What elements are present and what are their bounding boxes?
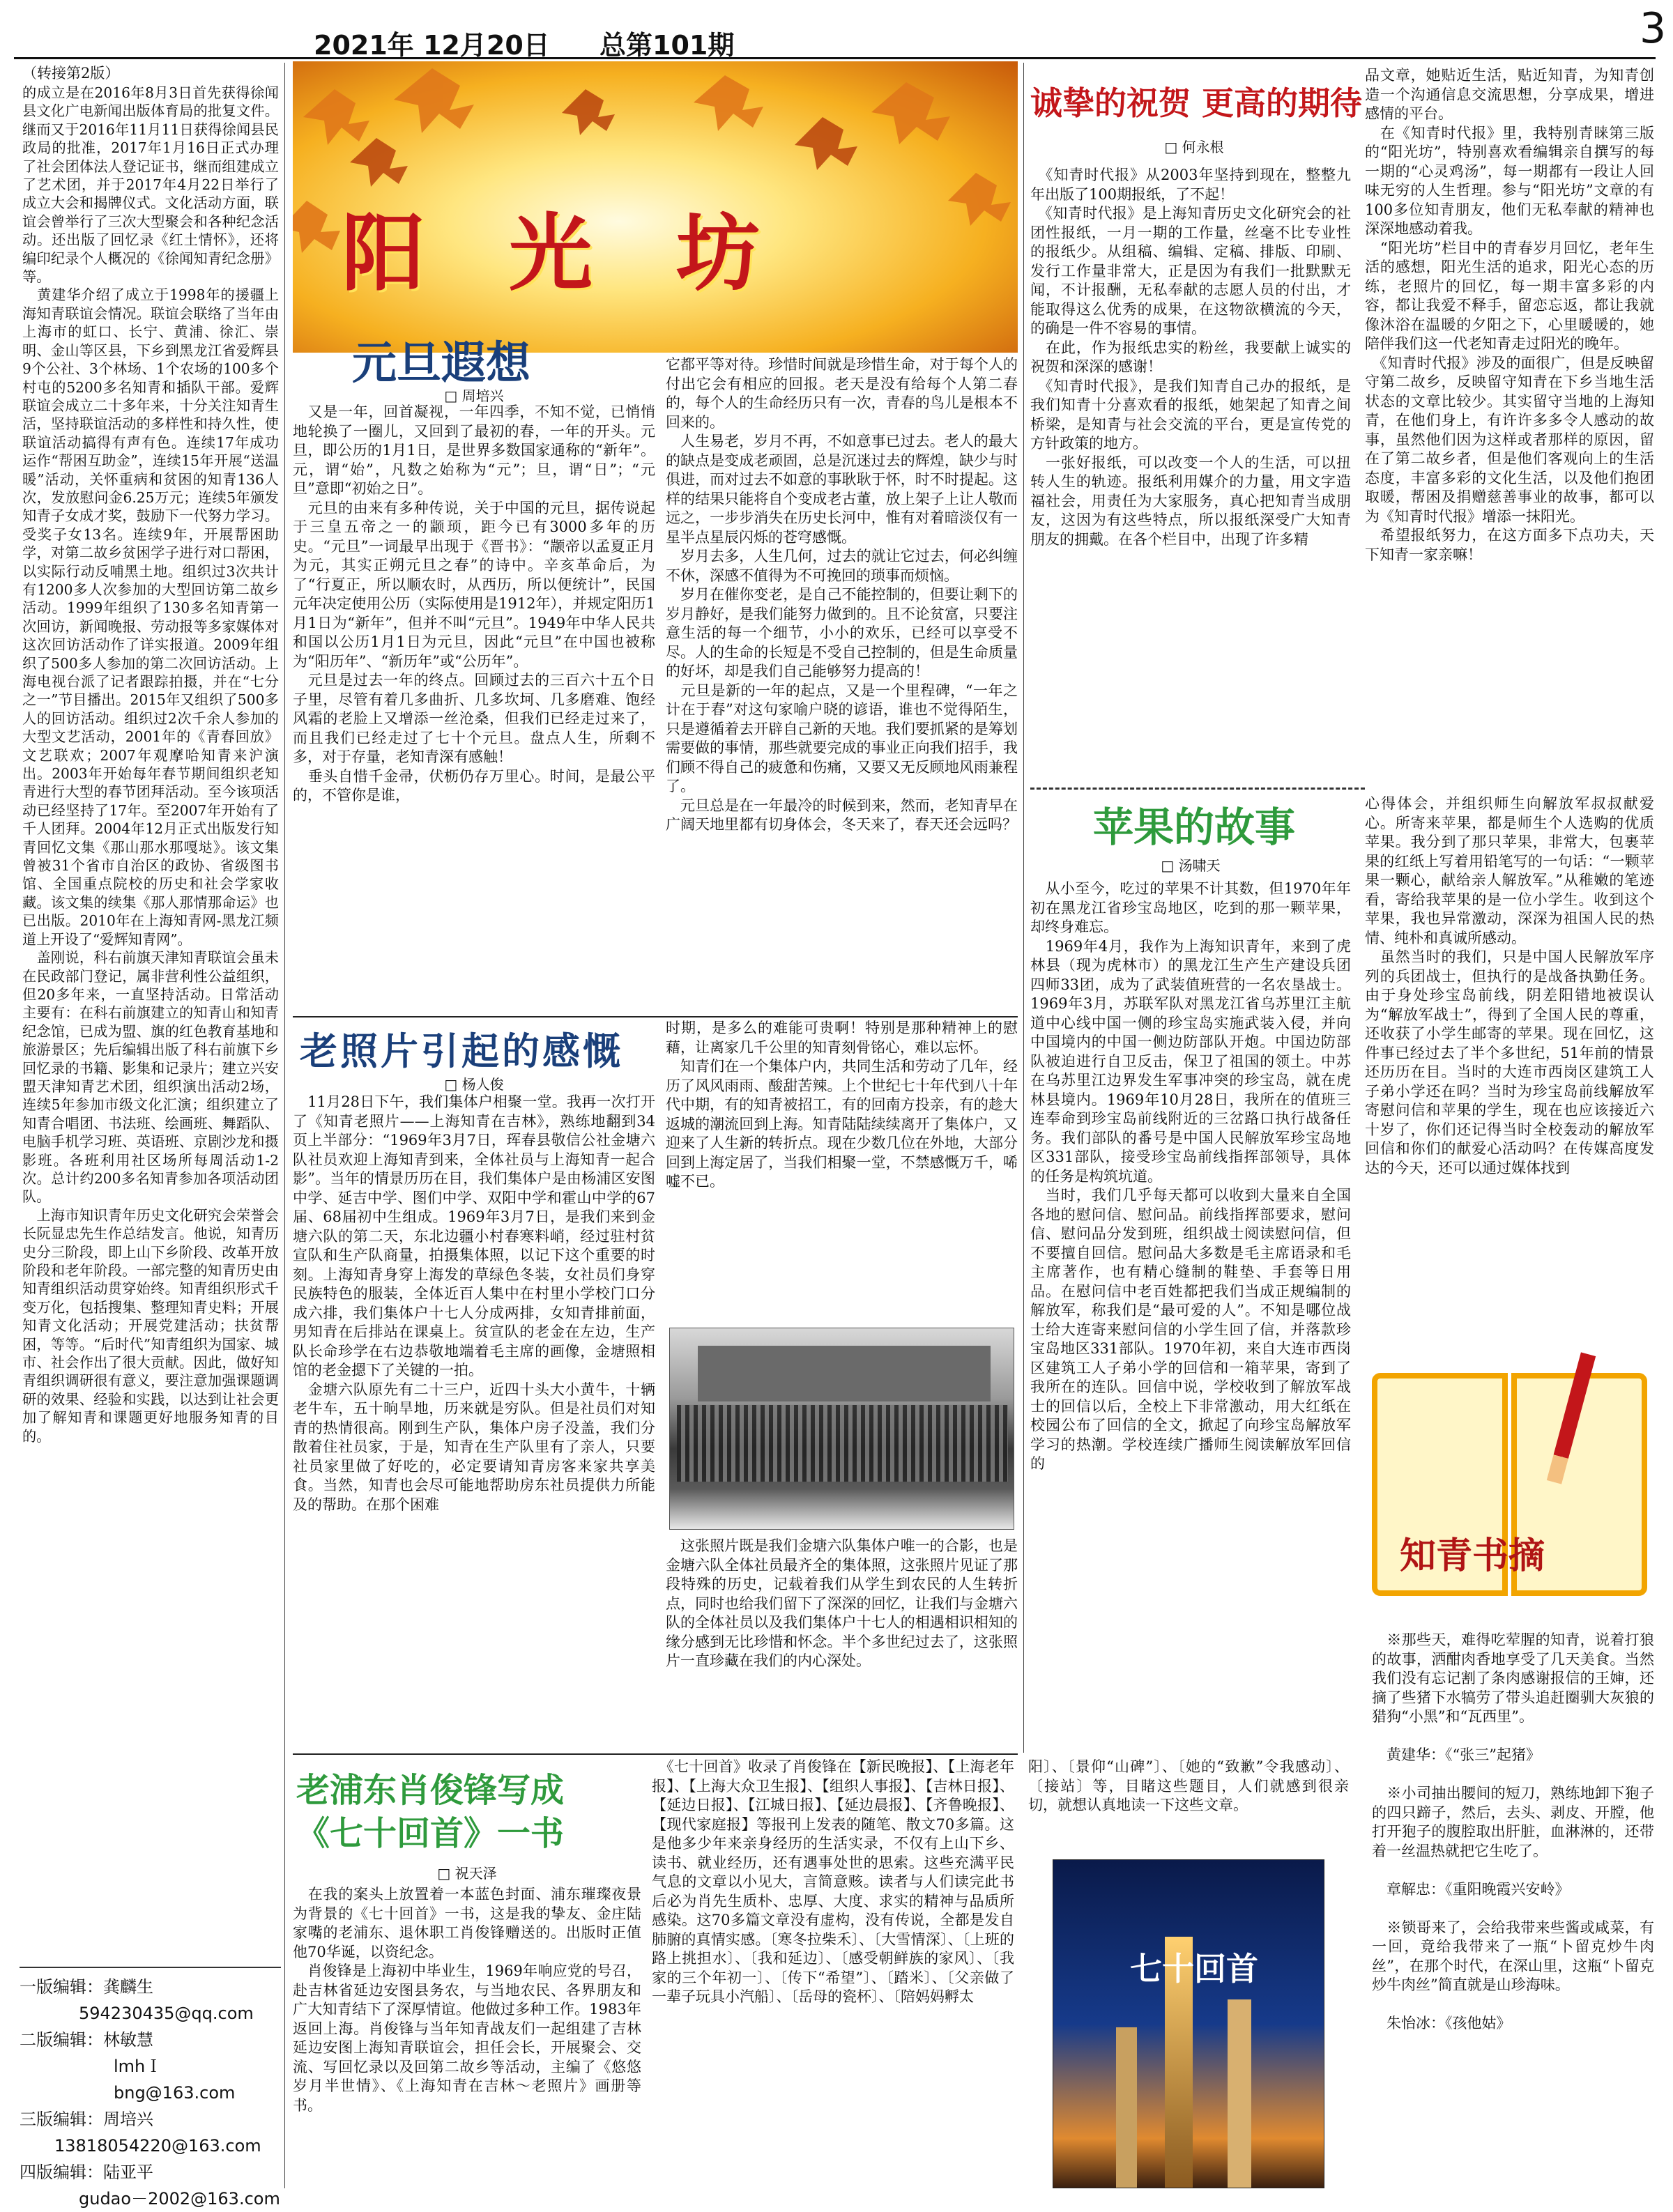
cover-tower-2 (1116, 2027, 1137, 2188)
issue-date: 2021年 12月20日 (314, 30, 550, 61)
cover-tower-3 (1228, 1999, 1251, 2188)
a5-author: □ 汤啸天 (1161, 857, 1221, 874)
group-photo (669, 1328, 1014, 1530)
page-number: 3 (1640, 4, 1667, 53)
a5-col2: 心得体会，并组织师生向解放军叔叔献爱心。所寄来苹果，都是师生个人选购的优质苹果。我分到了那只苹果，非常大，包裹苹果的红纸上写着用铅笔写的一句话：“一颗苹果一颗心，献给亲人解放军。”从稚嫩的笔迹看，寄给我苹果的是一位小学生。收到这个苹果，我也异常激动，深深为祖国人民的热情、纯朴和真诚所感动。 虽然当时的我们，只是中国人民解放军序列的兵团战士，但执行的是战备执勤任务。由于身处珍宝岛前线，阴差阳错地被误认为“解放军战士”，得到了全国人民的尊重，还收获了小学生邮寄的苹果。现在回忆，这件事已经过去了半个多世纪，51年前的情景还历历在目。当时的大连市西岗区建筑工人子弟小学还在吗？当时为珍宝岛前线解放军寄慰问信和苹果的学生，现在也应该接近六十岁了，你们还记得当时全校轰动的解放军回信和你们的献爱心活动吗？在传媒高度发达的今天，还可以通过媒体找到 (1365, 795, 1654, 1176)
a4-col1: 《知青时代报》从2003年坚持到现在，整整九年出版了100期报纸，了不起！ 《知青时代报》是上海知青历史文化研究会的社团性报纸，一月一期的工作量，丝毫不比专业性的报纸少。从组稿、编辑、定稿、排版、印刷、发行工作量非常大，正是因为有我们一批默默无闻，不计报酬，无私奉献的志愿人员的付出，才能取得这么优秀的成果，在这物欲横流的今天，的确是一件不容易的事情。 在此，作为报纸忠实的粉丝，我要献上诚实的祝贺和深深的感谢！ 《知青时代报》，是我们知青自己办的报纸，是我们知青十分喜欢看的报纸，她架起了知青之间桥梁，是知青与社会交流的平台，更是宣传党的方针政策的地方。 一张好报纸，可以改变一个人的生活，可以扭转人生的轨迹。报纸利用媒介的力量，用文字造福社会，用责任为大家服务，真心把知青当成朋友，这因为有这些特点，所以报纸深受广大知青朋友的拥戴。在各个栏目中，出现了许多精 (1030, 167, 1351, 548)
a2-title: 老照片引起的感慨 (300, 1029, 623, 1073)
rule-left (284, 63, 285, 2188)
a3-col2: 《七十回首》收录了肖俊锋在【新民晚报】、【上海老年报】、【上海大众卫生报】、【组织人事报】、【吉林日报】、【延边日报】、【江城日报】、【延边晨报】、【齐鲁晚报】、【现代家庭报】等报刊上发表的随笔、散文70多篇。这是他多少年来亲身经历的生活实录，不仅有上山下乡、读书、就业经历，还有遇事处世的思索。这些充满平民气息的文章以小见大，言简意赅。读者与人们读完此书后必为肖先生质朴、忠厚、大度、求实的精神与品质所感染。这70多篇文章没有虚构，没有传说，全都是发自肺腑的真情实感。〔寒冬拉柴禾〕、〔大雪情深〕、〔上班的路上挑担水〕、〔我和延边〕、〔感受朝鲜族的家风〕、〔我家的三个年初一〕、〔传下“希望”〕、〔踏米〕、〔父亲做了一辈子玩具小汽船〕、〔岳母的瓷杯〕、〔陪妈妈孵太 (652, 1758, 1014, 2005)
a6-text: ※那些天，难得吃荤腥的知青，说着打狼的故事，洒酣肉香地享受了几天美食。当然我们没有忘记割了条肉感谢报信的王婶，还摘了些猪下水犒劳了带头追赶圈驯大灰狼的猎狗“小黑”和“瓦西里”。 黄建华：《“张三”起猪》 ※小司抽出腰间的短刀，熟练地卸下狍子的四只蹄子，然后，去头、剥皮、开膛，他打开狍子的腹腔取出肝脏，血淋淋的，还带着一丝温热就把它生吃了。 章解忠：《重阳晚霞兴安岭》 ※锁哥来了，会给我带来些酱或咸菜，有一回，竟给我带来了一瓶“卜留克炒牛肉丝”，在那个时代，在深山里，这瓶“卜留克炒牛肉丝”简直就是山珍海味。 朱怡冰：《孩他姑》 (1372, 1631, 1654, 2031)
editor-1: 一版编辑：龚麟生 (20, 1977, 153, 1997)
section-banner (293, 61, 1018, 353)
a3-title-1: 老浦东肖俊锋写成 (296, 1771, 565, 1810)
left-column-text: 的成立是在2016年8月3日首先获得徐闻县文化广电新闻出版体育局的批复文件。继而又于2016年11月11日获得徐闻县民政局的批准，2017年1月16日正式办理了社会团体法人登记证书，继而组建成立了艺术团，并于2017年4月22日举行了成立大会和揭牌仪式。文化活动方面，联谊会曾举行了三次大型聚会和各种纪念活动。还出版了回忆录《红土情怀》，还将编印纪录个人概况的《徐闻知青纪念册》等。 黄建华介绍了成立于1998年的援疆上海知青联谊会情况。联谊会联络了当年由上海市的虹口、长宁、黄浦、徐汇、崇明、金山等区县，下乡到黑龙江省爱辉县9个公社、3个林场、1个农场的100多个村屯的5200多名知青和插队干部。爱辉联谊会成立二十多年来，十分关注知青生活，坚持联谊活动的多样性和持久性，使联谊活动搞得有声有色。连续17年成功运作“帮困互助金”，连续15年开展“送温暖”活动，关怀重病和贫困的知青136人次，发放慰问金6.25万元；连续5年颁发知青子女成才奖，鼓励下一代努力学习。受奖子女13名。连续9年，开展帮困助学，对第二故乡贫困学子进行对口帮困，以实际行动反哺黑土地。组织过3次共计有1200多人次参加的大型回访第二故乡活动。1999年组织了130多名知青第一次回访，新闻晚报、劳动报等多家媒体对这次回访活动作了详实报道。2009年组织了500多人参加的第二次回访活动。上海电视台派了记者跟踪拍摄，并在“七分之一”节目播出。2015年又组织了500多人的回访活动。组织过2次千余人参加的大型文艺活动，2001年的《青春回放》文艺联欢；2007年观摩哈知青来沪演出。2003年开始每年春节期间组织老知青进行大型的春节团拜活动。至今该项活动已经坚持了17年。至2007年开始有了千人团拜。2004年12月正式出版发行知青回忆文集《那山那水那嘎垯》。该文集曾被31个省市自治区的政协、省级图书馆、全国重点院校的历史和社会学家收藏。该文集的续集《那人那情那命运》也已出版。2010年在上海知青网-黑龙江频道上开设了“爱辉知青网”。 盖刚说，科右前旗天津知青联谊会虽未在民政部门登记，属非营利性公益组织，但20多年来，一直坚持活动。日常活动主要有：在科右前旗建立的知青山和知青纪念馆，已成为盟、旗的红色教育基地和旅游景区；先后编辑出版了科右前旗下乡回忆录的书籍、影集和记录片；建立兴安盟天津知青艺术团，组织演出活动2场，连续5年参加市级文化汇演；组织建立了知青合唱团、书法班、绘画班、舞蹈队、电脑手机学习班、英语班、京剧沙龙和摄影班。各班利用社区场所每周活动1-2次。总计约200多名知青参加各项活动团队。 上海市知识青年历史文化研究会荣誉会长阮显忠先生作总结发言。他说，知青历史分三阶段，即上山下乡阶段、改革开放阶段和老年阶段。一部完整的知青历史由知青组织活动贯穿始终。知青组织形式千变万化，包括搜集、整理知青史料；开展知青文化活动；开展党建活动；扶贫帮困，等等。“后时代”知青组织为国家、城市、社会作出了很大贡献。因此，做好知青组织调研很有意义，要注意加强课题调研的效果、经验和实践，以达到让社会更加了解知青和课题更好地服务知青的目的。 (22, 84, 279, 1445)
a2-caption: 这张照片既是我们金塘六队集体户唯一的合影，也是金塘六队全体社员最齐全的集体照，这张照片见证了那段特殊的历史，记载着我们从学生到农民的人生转折点，同时也给我们留下了深深的回忆，让我们与金塘六队的全体社员以及我们集体户十七人的相遇相识相知的缘分感到无比珍惜和怀念。半个多世纪过去了，这张照片一直珍藏在我们的内心深处。 (666, 1537, 1018, 1669)
book-cover (1053, 1859, 1324, 2188)
banner-title: 阳光坊 (342, 206, 843, 302)
masthead (21, 0, 1667, 61)
editor-3-mail: 13818054220@163.com (54, 2136, 261, 2156)
a1-col2: 它都平等对待。珍惜时间就是珍惜生命，对于每个人的付出它会有相应的回报。老天是没有给每个人第二春的，每个人的生命经历只有一次，青春的鸟儿是根本不回来的。 人生易老，岁月不再，不如意事已过去。老人的最大的缺点是变成老顽固，总是沉迷过去的辉煌，缺少与时俱进，而对过去不如意的事耿耿于怀，时不时提起。这样的结果只能将自个变成老古董，放上架子上让人敬而远之，一步步消失在历史长河中，惟有对着暗淡仅有一星半点星辰闪烁的苍穹感慨。 岁月去多，人生几何，过去的就让它过去，何必纠缠不休，深感不值得为不可挽回的琐事而烦恼。 岁月在催你变老，是自己不能控制的，但要让剩下的岁月静好，是我们能努力做到的。且不论贫富，只要注意生活的每一个细节，小小的欢乐，已经可以享受不尽。人的生命的长短是不受自己控制的，但是生命质量的好坏，却是我们自己能够努力提高的！ 元旦是新的一年的起点，又是一个里程碑，“一年之计在于春”对这句家喻户晓的谚语，谁也不觉得陌生，只是遵循着去开辟自己新的天地。我们要抓紧的是筹划需要做的事情，那些就要完成的事业正向我们招手，我们顾不得自己的疲惫和伤痛，又要又无反顾地风雨兼程了。 元旦总是在一年最冷的时候到来，然而，老知青早在广阔天地里都有切身体会，冬天来了，春天还会远吗？ (666, 356, 1018, 833)
editors-box (20, 1967, 281, 2209)
editor-3: 三版编辑：周培兴 (20, 2110, 153, 2129)
a2-author: □ 杨人俊 (444, 1076, 504, 1093)
editor-2-mail: lmhＩbng@163.com (114, 2057, 236, 2103)
editor-4-mail: gudao－2002@163.com (79, 2189, 280, 2209)
a3-author: □ 祝天泽 (437, 1865, 497, 1882)
photo-building (698, 1346, 991, 1401)
a4-title: 诚挚的祝贺 更高的期待 (1030, 84, 1363, 122)
photo-crowd (677, 1405, 1008, 1482)
book-cover-title: 七十回首 (1130, 1950, 1258, 1988)
a1-col1: 又是一年，回首凝视，一年四季，不知不觉，已悄悄地轮换了一圈儿，又回到了最初的春，一年的开头。元旦，即公历的1月1日，是世界多数国家通称的“新年”。元，谓“始”，凡数之始称为“元”；旦，谓“日”；“元旦”意即“初始之日”。 元旦的由来有多种传说，关于中国的元旦，据传说起于三皇五帝之一的颛顼，距今已有3000多年的历史。“元旦”一词最早出现于《晋书》：“颛帝以孟夏正月为元，其实正朔元旦之春”的诗中。辛亥革命后，为了“行夏正，所以顺农时，从西历，所以便统计”，民国元年决定使用公历（实际使用是1912年），并规定阳历1月1日为“新年”，但并不叫“元旦”。1949年中华人民共和国以公历1月1日为元旦，因此“元旦”在中国也被称为“阳历年”、“新历年”或“公历年”。 元旦是过去一年的终点。回顾过去的三百六十五个日子里，尽管有着几多曲折、几多坎坷、几多磨难、饱经风霜的老脸上又增添一丝沧桑，但我们已经走过来了，而且我们已经走过了七十个元旦。盘点人生，所剩不多，对于存量，老知青深有感触！ 垂头自惜千金帚，伏枥仍存万里心。时间，是最公平的，不管你是谁， (293, 404, 655, 804)
rule-mid-right (1023, 63, 1024, 1753)
masthead-rule (14, 57, 1656, 59)
a2-col2: 时期，是多么的难能可贵啊！特别是那种精神上的慰藉，让离家几千公里的知青刻骨铭心，难以忘怀。 知青们在一个集体户内，共同生活和劳动了几年，经历了风风雨雨、酸甜苦辣。上个世纪七十年代到八十年代中期，有的知青被招工，有的回南方投亲，有的趁大返城的潮流回到上海。知青陆陆续续离开了集体户，又迎来了人生新的转折点。现在少数几位在外地，大部分回到上海定居了，当我们相聚一堂，不禁感慨万千，唏嘘不已。 (666, 1020, 1018, 1190)
a1-title: 元旦遐想 (352, 338, 530, 390)
issue-number: 总第101期 (599, 30, 735, 61)
a6-title: 知青书摘 (1400, 1535, 1545, 1577)
a5-col1: 从小至今，吃过的苹果不计其数，但1970年年初在黑龙江省珍宝岛地区，吃到的那一颗苹果，却终身难忘。 1969年4月，我作为上海知识青年，来到了虎林县（现为虎林市）的黑龙江生产生产建设兵团四师33团，成为了武装值班营的一名农垦战士。1969年3月，苏联军队对黑龙江省乌苏里江主航道中心线中国一侧的珍宝岛实施武装入侵，并向中国境内的中国一侧边防部队开炮。中国边防部队被迫进行自卫反击，保卫了祖国的领土。中苏在乌苏里江边界发生军事冲突的珍宝岛，就在虎林县境内。1969年10月28日，我所在的值班三连奉命到珍宝岛前线附近的三岔路口执行战备任务。我们部队的番号是中国人民解放军珍宝岛地区331部队，接受珍宝岛前线指挥部领导，具体的任务是构筑坑道。 当时，我们几乎每天都可以收到大量来自全国各地的慰问信、慰问品。前线指挥部要求，慰问信、慰问品分发到班，组织战士阅读慰问信，但不要擅自回信。慰问品大多数是毛主席语录和毛主席著作，也有精心缝制的鞋垫、手套等日用品。在慰问信中老百姓都把我们当成正规编制的解放军，称我们是“最可爱的人”。不知是哪位战士给大连寄来慰问信的小学生回了信，并落款珍宝岛地区331部队。1970年初，来自大连市西岗区建筑工人子弟小学的回信和一箱苹果，寄到了我所在的连队。回信中说，学校收到了解放军战士的回信以后，全校上下非常激动，用大红纸在校园公布了回信的全文，掀起了向珍宝岛解放军学习的热潮。学校连续广播师生阅读解放军回信的 (1030, 880, 1351, 1472)
a3-col1: 在我的案头上放置着一本蓝色封面、浦东璀璨夜景为背景的《七十回首》一书，这是我的挚友、金庄陆家嘴的老浦东、退休职工肖俊锋赠送的。出版时正值他70华诞，以资纪念。 肖俊锋是上海初中毕业生，1969年响应党的号召，赴吉林省延边安图县务农，与当地农民、各界朋友和广大知青结下了深厚情谊。他做过多种工作。1983年返回上海。肖俊锋与当年知青战友们一起组建了吉林延边安图上海知青联谊会，担任会长，开展聚会、交流、写回忆录以及回第二故乡等活动，主编了《悠悠岁月半世情》、《上海知青在吉林～老照片》画册等书。 (293, 1886, 641, 2114)
rule-a1-bottom (293, 1016, 1018, 1017)
rule-a4-bottom (1030, 788, 1365, 790)
a4-col2: 品文章，她贴近生活，贴近知青，为知青创造一个沟通信息交流思想，分享成果，增进感情的平台。 在《知青时代报》里，我特别青睐第三版的“阳光坊”，特别喜欢看编辑亲自撰写的每一期的“心灵鸡汤”，每一期都有一段让人回味无穷的人生哲理。参与“阳光坊”文章的有100多位知青朋友，他们无私奉献的精神也深深地感动着我。 “阳光坊”栏目中的青春岁月回忆，老年生活的感想，阳光生活的追求，阳光心态的历练，老照片的回忆，每一期丰富多彩的内容，都让我爱不释手，留恋忘返，都让我就像沐浴在温暖的夕阳之下，心里暖暖的，她陪伴我们这一代老知青走过阳光的晚年。 《知青时代报》涉及的面很广，但是反映留守第二故乡，反映留守知青在下乡当地生活状态的文章比较少。其实留守当地的上海知青，在他们身上，有许许多多令人感动的故事，虽然他们因为这样或者那样的原因，留在了第二故乡者，但是他们客观向上的生活态度，丰富多彩的文化生活，以及他们抱团取暖，帮困及捐赠慈善事业的故事，都可以为《知青时代报》增添一抹阳光。 希望报纸努力，在这方面多下点功夫，天下知青一家亲嘛！ (1365, 67, 1654, 563)
continued-label: （转接第2版） (22, 65, 120, 82)
a1-author: □ 周培兴 (444, 387, 504, 404)
a3-col3: 阳〕、〔景仰“山碑”〕、〔她的“致歉”令我感动〕、〔接站〕等，目睹这些题目，人们就感到很亲切，就想认真地读一下这些文章。 (1028, 1758, 1349, 1813)
editor-2: 二版编辑：林敏慧 (20, 2030, 153, 2050)
a2-col1: 11月28日下午，我们集体户相聚一堂。我再一次打开了《知青老照片——上海知青在吉林》，熟练地翻到34页上半部分：“1969年3月7日，珲春县敬信公社金塘六队社员欢迎上海知青到来，全体社员与上海知青一起合影”。当年的情景历历在目，我们集体户是由杨浦区安图中学、延吉中学、图们中学、双阳中学和霍山中学的67届、68届初中生组成。1969年3月7日，是我们来到金塘六队的第二天，东北边疆小村春寒料峭，经过驻村贫宣队和生产队商量，拍摄集体照，以记下这个重要的时刻。上海知青身穿上海发的草绿色冬装，女社员们身穿民族特色的服装，全体近百人集中在村里小学校门口分成六排，我们集体户十七人分成两排，女知青排前面，男知青在后排站在课桌上。贫宣队的老金在左边，生产队长命珍学在右边恭敬地端着毛主席的画像，金塘照相馆的老金摁下了关键的一拍。 金塘六队原先有二十三户，近四十头大小黄牛，十辆老牛车，五十晌旱地，历来就是穷队。但是社员们对知青的热情很高。刚到生产队，集体户房子没盖，我们分散着住社员家，于是，知青在生产队里有了亲人，只要社员家里做了好吃的，必定要请知青房客来家共享美食。当然，知青也会尽可能地帮助房东社员提供力所能及的帮助。在那个困难 (293, 1093, 655, 1513)
a5-title: 苹果的故事 (1093, 804, 1296, 851)
a4-author: □ 何永根 (1164, 139, 1224, 155)
book-excerpt-graphic (1372, 1352, 1651, 1624)
a3-title-2: 《七十回首》一书 (296, 1814, 565, 1853)
editor-1-mail: 594230435@qq.com (79, 2004, 254, 2023)
editor-4: 四版编辑：陆亚平 (20, 2163, 153, 2182)
rule-a2-bottom (293, 1753, 1018, 1755)
